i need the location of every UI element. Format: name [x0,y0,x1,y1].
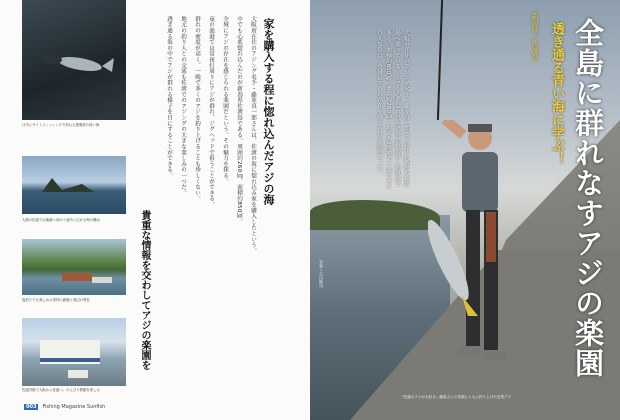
page-footer [24,404,105,410]
right-page-hero-photo [310,0,620,420]
subhead-1: 家を購入する程に惚れ込んだアジの海 [262,18,275,205]
hill-silhouette [310,200,440,230]
fish-illustration [22,0,126,120]
body-column-3: 全域にアジの存在を感じられる楽園だという。その魅力を探る。 [222,16,228,185]
body-column-7: 透き通る海の中でアジが群れる様子を目にすることができる。 [166,16,172,179]
magazine-name: Fishing Magazine Sunfish [42,404,106,410]
underwater-fish-photo [22,0,126,120]
body-column-4: 夜の漁港では常夜灯周りにアジが群れ、ジグヘッドで狙うことができる。 [208,16,214,208]
page-number: 003 [26,404,37,410]
hero-photo-caption: 『佐渡のアジが大好き』藤原さんの笑顔とともに釣り上げた良型アジ [400,395,512,399]
photo-caption-4: 佐渡汽船で大阪から佐渡へ。のんびり移動を楽しむ [22,388,100,392]
ferry-illustration [22,318,126,386]
lead-paragraph: 大阪府在住のアジング名手、藤原真一郎さんは年に何度も佐渡島へ通っている。中でも心底惚れ込んだのが新潟県・佐渡島である。面積約850㎢、周囲約260㎞。わずか2時間で一周できる巨大な島は、全域にアジの存在を感じられる楽園だった。 [376,30,409,190]
article-subtitle: 透き通る青い海に学ぶ！ [549,22,564,165]
location-label: 新潟県／佐渡島 [531,12,539,61]
ferry-photo [22,318,126,386]
article-title: 全島に群れなすアジの楽園 [571,18,605,378]
subhead-2: 貴重な情報を交わしてアジの楽園を [139,210,150,370]
body-column-1: 大阪府在住のアジング名手・藤原真一郎さんは、佐渡の海に惚れ込み家を購入したという。 [250,16,256,254]
photo-caption-2: 大漁の佐渡では漁港へ向かう途中に広がる海の眺め [22,218,100,222]
rock-silhouette [22,156,126,214]
coast-photo [22,156,126,214]
body-column-5: 群れの密度が高く、一晩で多くのアジを釣り上げることも珍しくない。 [194,16,200,202]
body-column-6: 地元の釣り人との交流も佐渡でのアジングの大きな楽しみの一つだ。 [180,16,186,196]
photo-credit: 写真＝立川修司 [319,260,324,288]
boats-illustration [22,239,126,295]
harbor-photo [22,239,126,295]
fishing-rod [437,0,443,120]
photo-caption-1: 日中にサイトフィッシングで釣れる透明度の高い海 [22,123,100,127]
photo-caption-3: 夜釣りでも楽しめる湾内の漁港と周辺の景色 [22,298,90,302]
angler-with-fish-figure [428,120,508,390]
body-column-2: 中でも心底惚れ込んだのが新潟県佐渡島である。周囲約260㎞、面積約850㎢。 [236,16,242,225]
